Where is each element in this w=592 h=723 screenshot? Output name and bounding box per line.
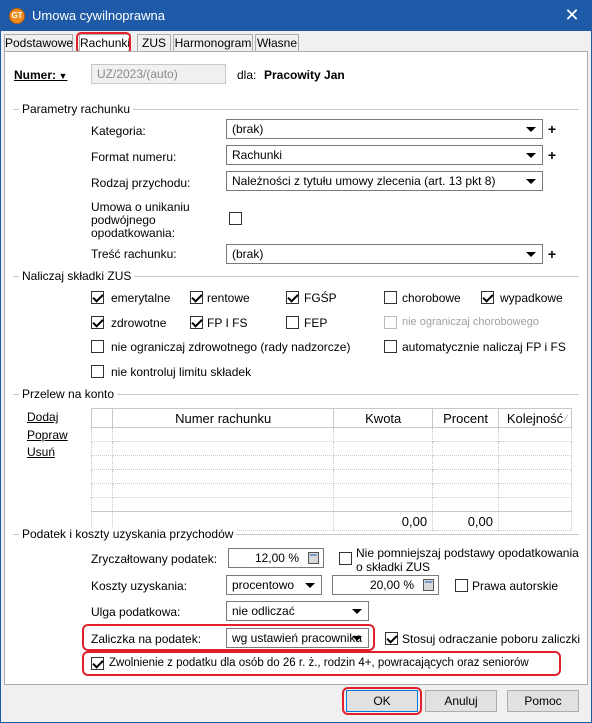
umowa-label-3: opodatkowania: xyxy=(91,226,176,240)
close-icon[interactable]: ✕ xyxy=(564,5,580,25)
zus-title: Naliczaj składki ZUS xyxy=(19,269,134,283)
nie-pomniejszaj-label-2: o składki ZUS xyxy=(356,560,431,574)
umowa-checkbox[interactable] xyxy=(229,212,242,225)
nie-kontroluj-checkbox[interactable] xyxy=(91,365,104,378)
rentowe-checkbox[interactable] xyxy=(190,291,203,304)
app-logo-icon: GT xyxy=(9,8,25,24)
fep-checkbox[interactable] xyxy=(286,316,299,329)
dla-value: Pracowity Jan xyxy=(264,68,345,82)
tresc-label: Treść rachunku: xyxy=(91,247,177,261)
chevron-down-icon xyxy=(526,153,536,158)
sum-procent: 0,00 xyxy=(433,512,499,531)
nie-ogr-zdrow-label: nie ograniczaj zdrowotnego (rady nadzorcze) xyxy=(111,340,351,354)
sort-icon: ∕ xyxy=(565,413,567,423)
parametry-group xyxy=(13,102,579,116)
nie-ogr-chor-checkbox[interactable] xyxy=(384,316,397,329)
kategoria-label: Kategoria: xyxy=(91,124,146,138)
tresc-add-button[interactable]: + xyxy=(547,246,557,262)
table-row[interactable] xyxy=(92,470,572,484)
chevron-down-icon xyxy=(526,127,536,132)
fgsp-label: FGŚP xyxy=(304,291,337,305)
calculator-icon[interactable] xyxy=(423,579,434,591)
kategoria-select[interactable]: (brak) xyxy=(226,119,543,139)
col-procent[interactable]: Procent xyxy=(433,409,499,428)
accounts-table[interactable] xyxy=(91,408,572,531)
auto-fp-checkbox[interactable] xyxy=(384,340,397,353)
chevron-down-icon xyxy=(352,609,362,614)
chevron-down-icon xyxy=(526,252,536,257)
numer-field[interactable]: UZ/2023/(auto) xyxy=(91,64,226,84)
podatek-title: Podatek i koszty uzyskania przychodów xyxy=(19,527,236,541)
rodzaj-select[interactable]: Należności z tytułu umowy zlecenia (art. 13 pkt 8) xyxy=(226,171,543,191)
umowa-label-1: Umowa o unikaniu xyxy=(91,200,190,214)
nie-pomniejszaj-label: Nie pomniejszaj podstawy opodatkowania xyxy=(356,546,579,560)
rodzaj-label: Rodzaj przychodu: xyxy=(91,176,191,190)
col-numer-rachunku[interactable]: Numer rachunku xyxy=(112,409,333,428)
umowa-label-2: podwójnego xyxy=(91,213,156,227)
popraw-link[interactable]: Popraw xyxy=(27,428,68,442)
tab-harmonogram[interactable]: Harmonogram xyxy=(174,36,252,50)
wypadkowe-label: wypadkowe xyxy=(500,291,563,305)
ok-button[interactable]: OK xyxy=(346,690,418,712)
table-row[interactable] xyxy=(92,428,572,442)
tab-wlasne[interactable]: Własne xyxy=(256,36,297,50)
zwolnienie-checkbox[interactable] xyxy=(91,657,104,670)
prawa-checkbox[interactable] xyxy=(455,579,468,592)
koszty-type-select[interactable]: procentowo xyxy=(226,575,322,595)
calculator-icon[interactable] xyxy=(308,552,319,564)
row-selector-header xyxy=(92,409,113,428)
tresc-select[interactable]: (brak) xyxy=(226,244,543,264)
wypadkowe-checkbox[interactable] xyxy=(481,291,494,304)
koszty-label: Koszty uzyskania: xyxy=(91,579,188,593)
table-row[interactable] xyxy=(92,498,572,512)
chevron-down-icon xyxy=(352,636,362,641)
fpfs-label: FP I FS xyxy=(207,316,248,330)
nie-kontroluj-label: nie kontroluj limitu składek xyxy=(111,365,252,379)
fgsp-checkbox[interactable] xyxy=(286,291,299,304)
usun-link[interactable]: Usuń xyxy=(27,445,56,459)
col-kolejnosc[interactable]: Kolejność ∕ xyxy=(499,409,572,428)
kategoria-add-button[interactable]: + xyxy=(547,121,557,137)
numer-label[interactable]: Numer: ▼ xyxy=(14,68,68,82)
przelew-title: Przelew na konto xyxy=(19,387,117,401)
nie-ogr-chor-label: nie ograniczaj chorobowego xyxy=(402,316,539,328)
zdrowotne-checkbox[interactable] xyxy=(91,316,104,329)
tab-rachunki[interactable]: Rachunki xyxy=(80,36,131,50)
tab-zus[interactable]: ZUS xyxy=(137,34,171,52)
zryczalt-label: Zryczałtowany podatek: xyxy=(91,552,218,566)
ulga-select[interactable]: nie odliczać xyxy=(226,601,369,621)
ulga-label: Ulga podatkowa: xyxy=(91,605,181,619)
anuluj-button[interactable]: Anuluj xyxy=(425,690,497,712)
col-kwota[interactable]: Kwota xyxy=(334,409,433,428)
tab-podstawowe[interactable]: Podstawowe xyxy=(5,36,74,50)
nie-ogr-zdrow-checkbox[interactable] xyxy=(91,340,104,353)
zaliczka-label: Zaliczka na podatek: xyxy=(91,632,202,646)
table-row[interactable] xyxy=(92,484,572,498)
sum-kwota: 0,00 xyxy=(334,512,433,531)
emerytalne-checkbox[interactable] xyxy=(91,291,104,304)
zdrowotne-label: zdrowotne xyxy=(111,316,167,330)
pomoc-button[interactable]: Pomoc xyxy=(507,690,579,712)
format-add-button[interactable]: + xyxy=(547,147,557,163)
stosuj-label: Stosuj odraczanie poboru zaliczki xyxy=(402,632,581,646)
rentowe-label: rentowe xyxy=(207,291,250,305)
emerytalne-label: emerytalne xyxy=(111,291,171,305)
fep-label: FEP xyxy=(304,316,328,330)
window-title: Umowa cywilnoprawna xyxy=(32,8,165,23)
dla-label: dla: xyxy=(237,68,257,82)
table-header-row xyxy=(92,409,572,428)
nie-pomniejszaj-checkbox[interactable] xyxy=(339,552,352,565)
chevron-down-icon xyxy=(526,179,536,184)
zus-group xyxy=(13,269,579,283)
table-row[interactable] xyxy=(92,442,572,456)
stosuj-checkbox[interactable] xyxy=(385,632,398,645)
auto-fp-label: automatycznie naliczaj FP i FS xyxy=(402,340,566,354)
chorobowe-checkbox[interactable] xyxy=(384,291,397,304)
prawa-label: Prawa autorskie xyxy=(472,579,559,593)
fpfs-checkbox[interactable] xyxy=(190,316,203,329)
zaliczka-select[interactable]: wg ustawień pracownika xyxy=(226,628,369,648)
format-label: Format numeru: xyxy=(91,150,177,164)
tab-panel xyxy=(4,51,588,685)
zryczalt-field[interactable]: 12,00 % xyxy=(228,548,324,568)
koszty-field[interactable]: 20,00 % xyxy=(332,575,439,595)
chevron-down-icon xyxy=(305,583,315,588)
chorobowe-label: chorobowe xyxy=(402,291,461,305)
parametry-title: Parametry rachunku xyxy=(19,102,133,116)
format-select[interactable]: Rachunki xyxy=(226,145,543,165)
title-bar xyxy=(1,1,591,31)
dodaj-link[interactable]: Dodaj xyxy=(27,410,59,424)
table-row[interactable] xyxy=(92,456,572,470)
przelew-group xyxy=(13,387,579,401)
zwolnienie-label: Zwolnienie z podatku dla osób do 26 r. ż., rodzin 4+, powracających oraz seniorów xyxy=(109,657,529,669)
podatek-group xyxy=(13,527,579,541)
